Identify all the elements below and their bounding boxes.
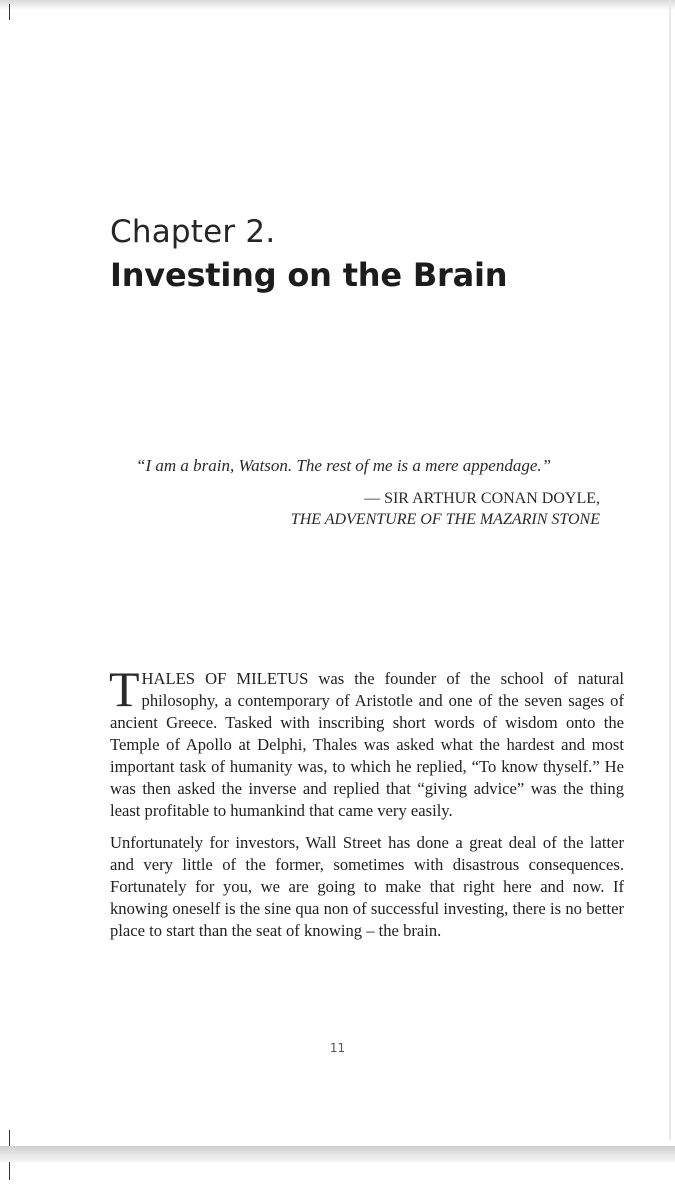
chapter-title: Investing on the Brain [110, 256, 508, 294]
page-separator [0, 1146, 675, 1162]
page-number: 11 [329, 1041, 346, 1055]
body-paragraph-2: Unfortunately for investors, Wall Street has done a great deal of the latter and very little of the former, sometimes with disastrous consequences. Fortunately for you, we are going to make that right here and now. If knowing oneself is the sine qua non of successful investing, there is no better place to start than the seat of knowing – the brain. [110, 833, 624, 940]
epigraph-attribution [291, 488, 600, 530]
crop-mark-bottom [9, 1130, 10, 1146]
chapter-number: Chapter 2. [110, 214, 276, 250]
chapter-body [109, 661, 624, 952]
drop-cap: T [109, 661, 140, 717]
epigraph-quote: “I am a brain, Watson. The rest of me is a mere appendage.” [136, 456, 552, 475]
paragraph-1-text: HALES OF MILETUS was the founder of the school of natural philosophy, a contemporary of Aristotle and one of the seven sages of ancient Greece. Tasked with inscribing short words of wisdom onto the Temple of Apollo at Delphi, Thales was asked what the hardest and most important task of humanity was, to which he replied, “To know thyself.” He was then asked the inverse and replied that “giving advice” was the thing least profitable to humankind that came very easily. [110, 669, 624, 820]
body-paragraph-1 [109, 661, 624, 822]
epigraph-author: — SIR ARTHUR CONAN DOYLE, [364, 490, 600, 507]
crop-mark-top [9, 4, 10, 20]
page-top-shadow [0, 0, 675, 10]
crop-mark-next-page [9, 1162, 10, 1180]
epigraph-source: THE ADVENTURE OF THE MAZARIN STONE [290, 511, 600, 528]
page-edge [669, 0, 671, 1140]
